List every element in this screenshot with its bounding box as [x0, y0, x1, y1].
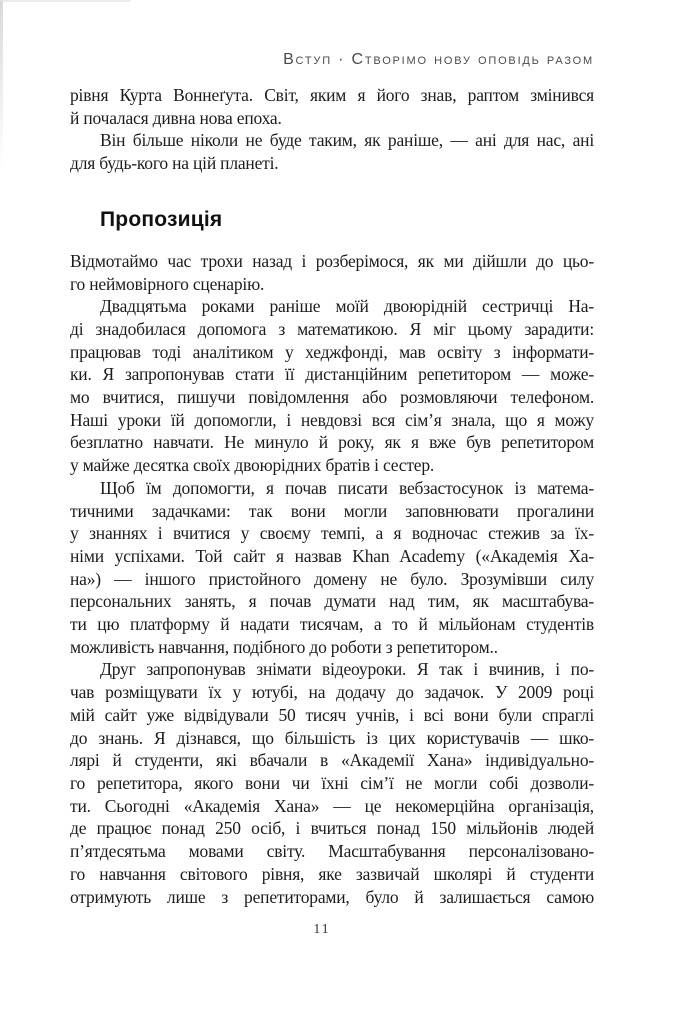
text-line: де працює понад 250 осіб, і вчиться понад 150 мільйонів людей: [70, 818, 594, 839]
text-line: ти. Сьогодні «Академія Хана» — це некомерційна організація,: [70, 795, 594, 816]
running-header: Вступ · Створімо нову оповідь разом: [283, 51, 594, 68]
text-line: Щоб їм допомогти, я почав писати вебзастосунок із матема-: [100, 477, 594, 498]
text-line: безплатно навчати. Не минуло й року, як я вже був репетитором: [70, 432, 594, 453]
text-line: працював тоді аналітиком у хеджфонді, мав освіту з інформати-: [70, 341, 594, 362]
text-line: німи успіхами. Той сайт я назвав Khan Academy («Академія Ха-: [70, 545, 594, 566]
text-line: мій сайт уже відвідували 50 тисяч учнів, і всі вони були спраглі: [70, 704, 594, 725]
text-line: на») — іншого пристойного домену не було. Зрозумівши силу: [70, 568, 594, 589]
text-line: ки. Я запропонував стати її дистанційним репетитором — може-: [70, 364, 594, 385]
text-line: Він більше ніколи не буде таким, як раніше, — ані для нас, ані: [100, 130, 594, 151]
scan-edge-artifact: [0, 0, 3, 170]
section-heading: Пропозиція: [100, 207, 223, 231]
text-line: рівня Курта Воннеґута. Світ, яким я його знав, раптом змінився: [70, 85, 594, 105]
text-line: тичними задачками: так вони могли заповнювати прогалини: [70, 500, 594, 521]
text-line: персональних занять, я почав думати над тим, як масштабува-: [70, 591, 594, 612]
scan-edge-top-artifact: [0, 0, 130, 2]
text-line: у майже десятка своїх двоюрідних братів і сестер.: [70, 455, 435, 476]
text-line: го репетитора, якого вони чи їхні сім’ї не могли собі дозволи-: [70, 772, 594, 793]
text-line: для будь-кого на цій планеті.: [70, 153, 279, 174]
text-line: Двадцятьма роками раніше моїй двоюрідній сестричці На-: [100, 296, 594, 317]
text-line: Наші уроки їй допомогли, і невдовзі вся сім’я знала, що я можу: [70, 409, 594, 430]
page-number: 11: [313, 921, 331, 936]
text-line: чав розміщувати їх у ютубі, на додачу до задачок. У 2009 році: [70, 682, 594, 703]
text-line: у знаннях і вчитися у своєму темпі, а я водночас стежив за їх-: [70, 523, 594, 544]
text-line: мо вчитися, пишучи повідомлення або розмовляючи телефоном.: [70, 387, 594, 408]
text-line: лярі й студенти, які вбачали в «Академії Хана» індивідуально-: [70, 750, 594, 771]
text-line: го навчання світового рівня, яке зазвичай школярі й студенти: [70, 863, 594, 884]
text-line: можливість навчання, подібного до роботи з репетитором..: [70, 636, 498, 657]
text-line: й почалася дивна нова епоха.: [70, 107, 282, 128]
text-line: до знань. Я дізнався, що більшість із цих користувачів — шко-: [70, 727, 594, 748]
text-line: Відмотаймо час трохи назад і розберімося, як ми дійшли до цьо-: [70, 250, 594, 271]
body-text: [70, 84, 594, 908]
text-line: п’ятдесятьма мовами світу. Масштабування персоналізовано-: [70, 841, 594, 862]
text-line: ді знадобилася допомога з математикою. Я міг цьому зарадити:: [70, 318, 594, 339]
text-line: отримують лише з репетиторами, було й залишається самою: [70, 886, 594, 907]
text-line: ти цю платформу й надати тисячам, а то й мільйонам студентів: [70, 614, 594, 635]
text-line: го неймовірного сценарію.: [70, 273, 265, 294]
text-line: Друг запропонував знімати відеоуроки. Я так і вчинив, і по-: [100, 659, 594, 680]
